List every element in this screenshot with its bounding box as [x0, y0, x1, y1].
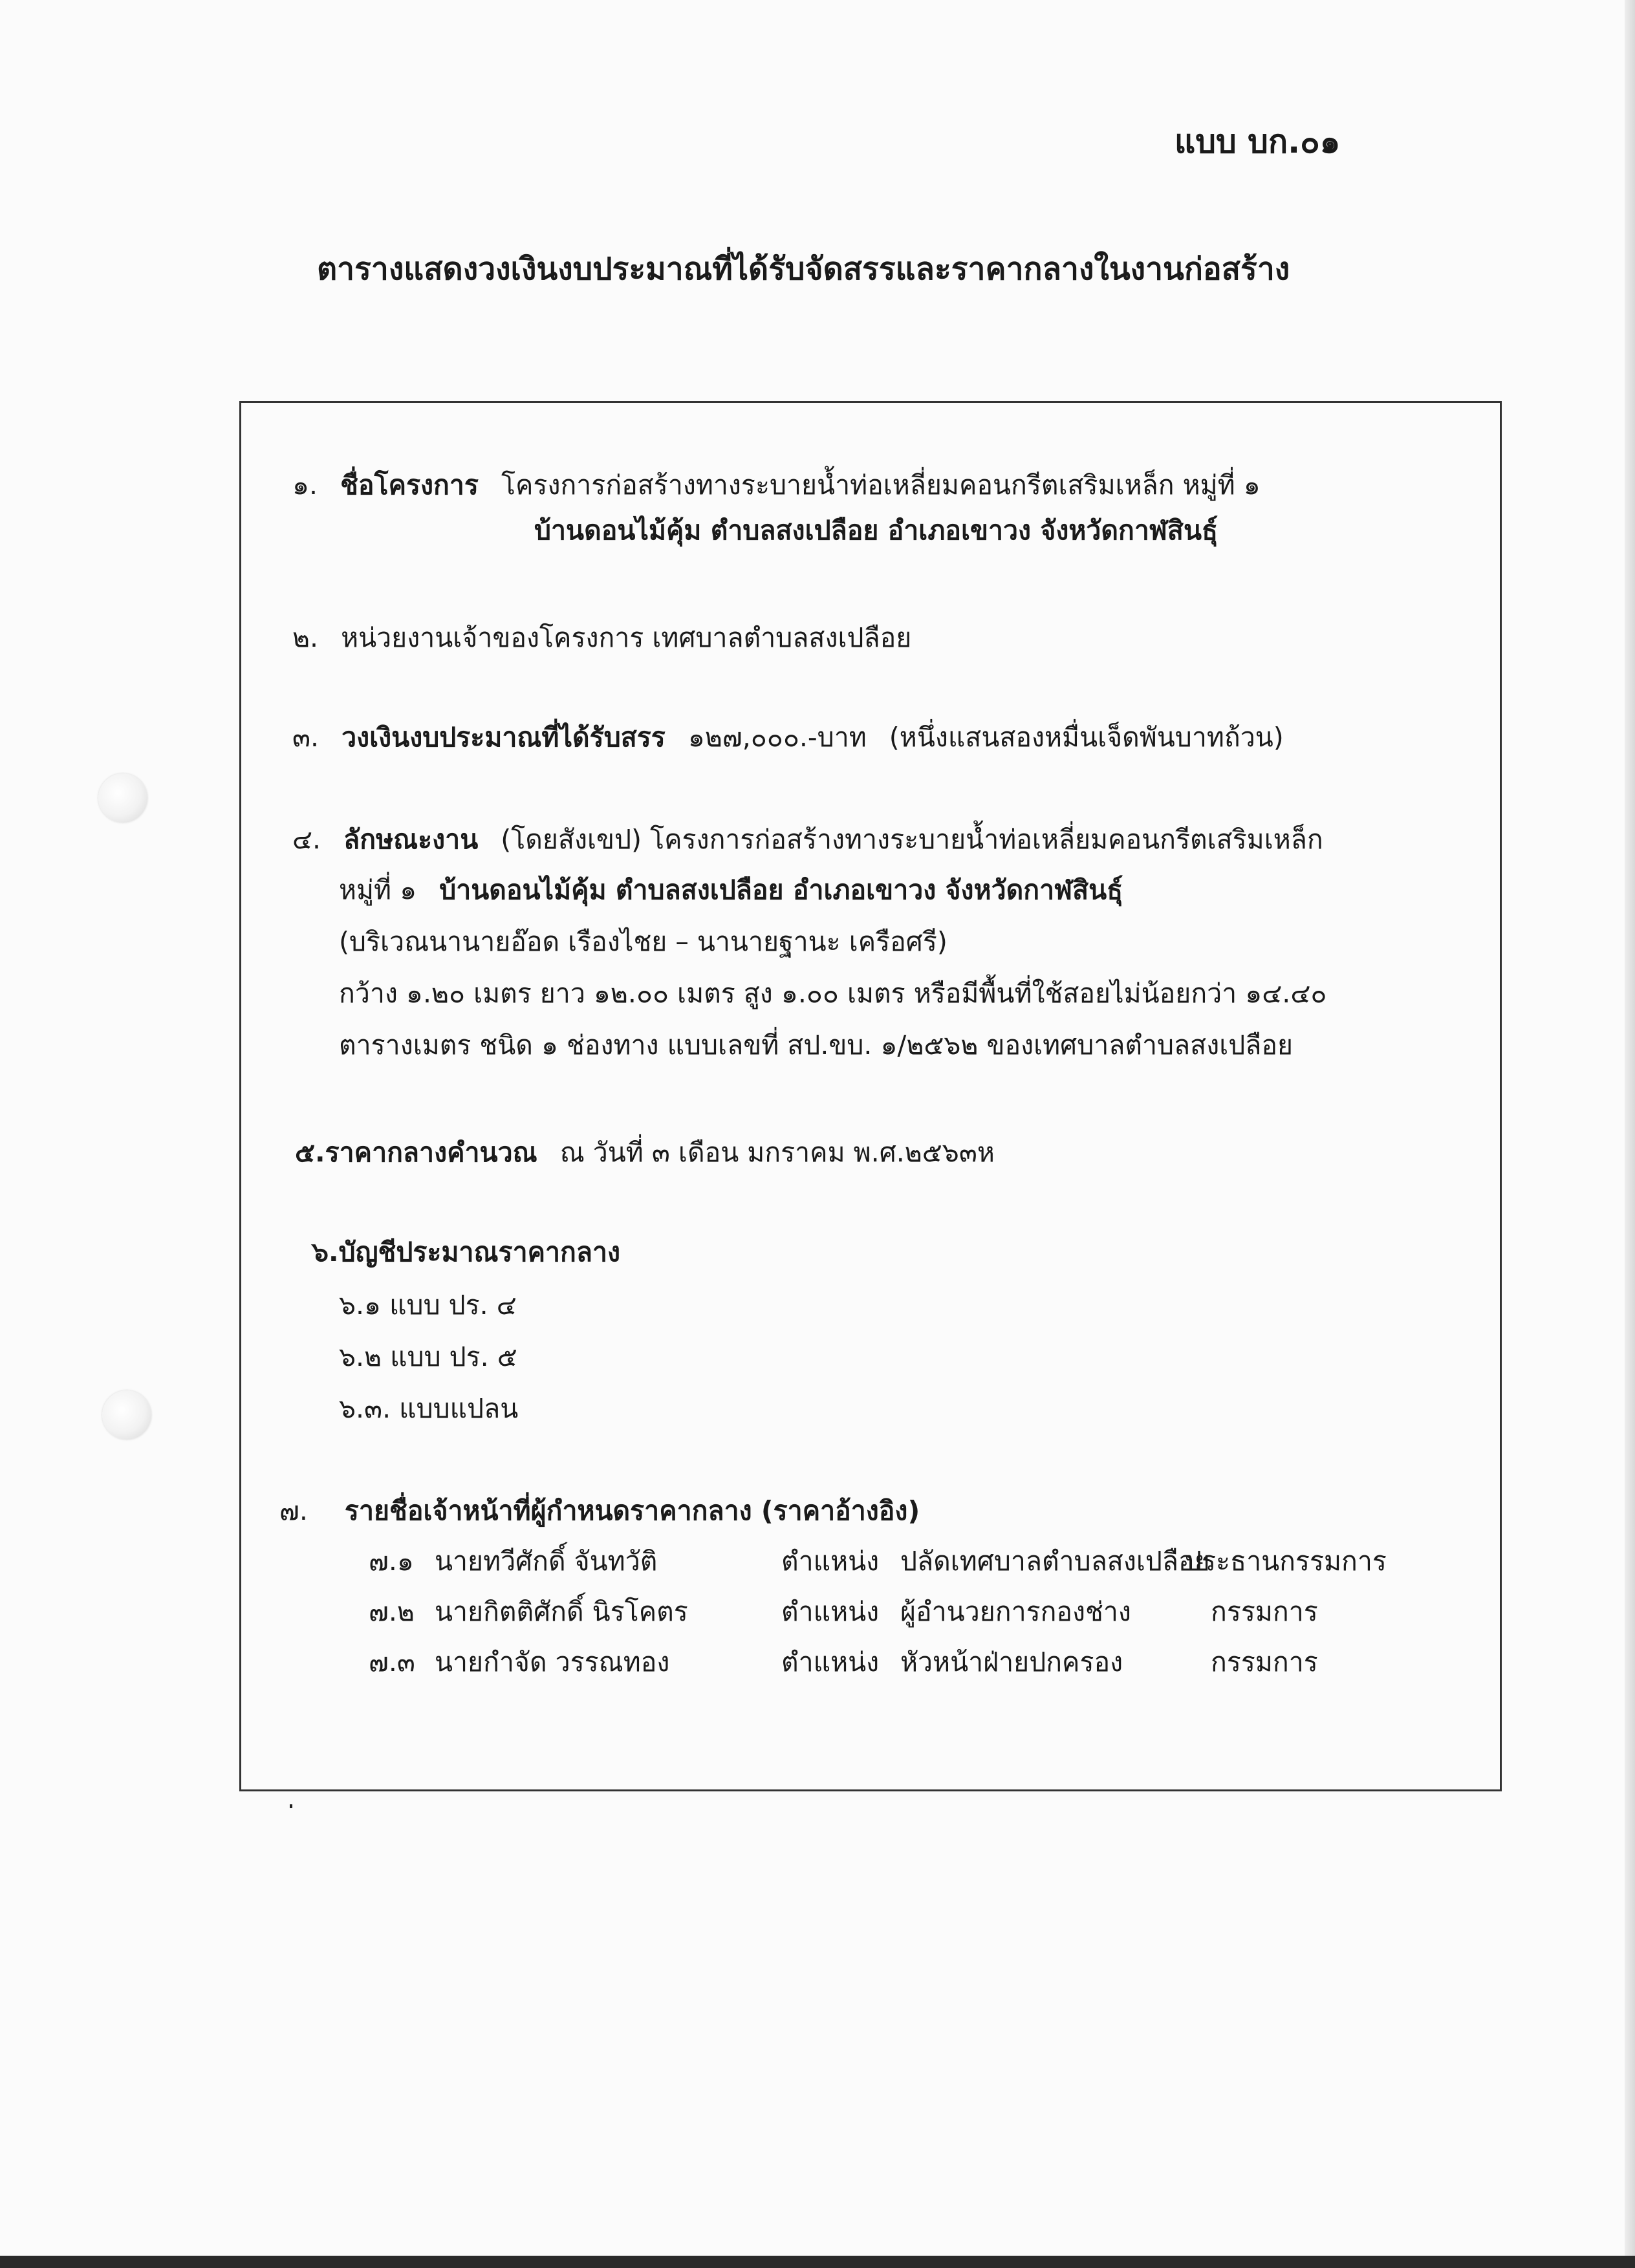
item-3 [292, 722, 1284, 753]
item-4-label: ลักษณะงาน [343, 824, 479, 855]
item-4-village: บ้านดอนไม้คุ้ม ตำบลสงเปลือย อำเภอเขาวง จังหวัดกาฬสินธุ์ [439, 874, 1123, 905]
item-1 [292, 470, 1261, 501]
item-6-sub-2: ๖.๒ แบบ ปร. ๕ [339, 1341, 517, 1372]
committee-no: ๗.๓ [369, 1647, 415, 1678]
committee-name: นายกำจัด วรรณทอง [435, 1647, 670, 1678]
committee-position: หัวหน้าฝ่ายปกครอง [900, 1647, 1123, 1678]
content-frame [239, 401, 1502, 1791]
item-5-text: ณ วันที่ ๓ เดือน มกราคม พ.ศ.๒๕๖๓ห [559, 1137, 995, 1168]
punch-hole-bottom [102, 1390, 151, 1440]
committee-position-label: ตำแหน่ง [781, 1596, 880, 1627]
item-7-label: รายชื่อเจ้าหน้าที่ผู้กำหนดราคากลาง (ราคาอ้างอิง) [344, 1495, 920, 1526]
item-2 [292, 622, 911, 654]
committee-role: กรรมการ [1211, 1647, 1318, 1678]
item-2-number: ๒. [292, 622, 319, 653]
scan-border [0, 2256, 1635, 2268]
item-6-label: ๖.บัญชีประมาณราคากลาง [312, 1237, 621, 1268]
scan-speck [290, 1804, 292, 1808]
committee-row [369, 1546, 414, 1577]
committee-name: นายทวีศักดิ์ จันทวัติ [435, 1546, 658, 1577]
item-7 [279, 1495, 920, 1527]
item-4-line-3: (บริเวณนานายอ๊อด เรืองไชย – นานายฐานะ เครือศรี) [339, 926, 947, 957]
item-3-amount: ๑๒๗,๐๐๐.-บาท [688, 722, 867, 753]
committee-position: ผู้อำนวยการกองช่าง [900, 1596, 1131, 1627]
item-3-number: ๓. [292, 722, 319, 753]
committee-position-label: ตำแหน่ง [781, 1647, 880, 1678]
document-title: ตารางแสดงวงเงินงบประมาณที่ได้รับจัดสรรและราคากลางในงานก่อสร้าง [317, 251, 1290, 287]
item-4-line-5: ตารางเมตร ชนิด ๑ ช่องทาง แบบเลขที่ สป.ขบ. ๑/๒๕๖๒ ของเทศบาลตำบลสงเปลือย [339, 1030, 1294, 1061]
item-4-number: ๔. [292, 824, 321, 855]
item-4 [292, 824, 1323, 856]
item-1-number: ๑. [292, 470, 318, 501]
page-edge [1625, 0, 1635, 2268]
committee-role: ประธานกรรมการ [1185, 1546, 1387, 1577]
committee-no: ๗.๒ [369, 1596, 415, 1627]
committee-name: นายกิตติศักดิ์ นิรโคตร [435, 1596, 688, 1627]
item-6-sub-1: ๖.๑ แบบ ปร. ๔ [339, 1290, 517, 1321]
punch-hole-top [98, 773, 147, 823]
item-1-location: บ้านดอนไม้คุ้ม ตำบลสงเปลือย อำเภอเขาวง จังหวัดกาฬสินธุ์ [534, 515, 1218, 546]
committee-row [369, 1647, 415, 1678]
item-6-sub-3: ๖.๓. แบบแปลน [339, 1393, 519, 1424]
item-1-text: โครงการก่อสร้างทางระบายน้ำท่อเหลี่ยมคอนกรีตเสริมเหล็ก หมู่ที่ ๑ [501, 470, 1261, 501]
item-5 [295, 1137, 995, 1169]
item-4-line-2 [339, 874, 1123, 906]
committee-position: ปลัดเทศบาลตำบลสงเปลือย [900, 1546, 1210, 1577]
item-4-village-prefix: หมู่ที่ ๑ [339, 874, 417, 905]
committee-role: กรรมการ [1211, 1596, 1318, 1627]
item-7-number: ๗. [279, 1495, 308, 1526]
item-3-label: วงเงินงบประมาณที่ได้รับสรร [341, 722, 666, 753]
item-4-text: (โดยสังเขป) โครงการก่อสร้างทางระบายน้ำท่อเหลี่ยมคอนกรีตเสริมเหล็ก [501, 824, 1323, 855]
form-code: แบบ บก.๐๑ [1175, 123, 1341, 160]
item-5-label: ๕.ราคากลางคำนวณ [295, 1137, 537, 1168]
item-1-label: ชื่อโครงการ [340, 470, 479, 501]
committee-row [369, 1596, 415, 1628]
item-3-amount-words: (หนึ่งแสนสองหมื่นเจ็ดพันบาทถ้วน) [889, 722, 1284, 753]
committee-no: ๗.๑ [369, 1546, 414, 1577]
item-2-text: หน่วยงานเจ้าของโครงการ เทศบาลตำบลสงเปลือย [341, 622, 912, 653]
item-4-line-4: กว้าง ๑.๒๐ เมตร ยาว ๑๒.๐๐ เมตร สูง ๑.๐๐ เมตร หรือมีพื้นที่ใช้สอยไม่น้อยกว่า ๑๔.๔๐ [339, 978, 1327, 1009]
committee-position-label: ตำแหน่ง [781, 1546, 880, 1577]
